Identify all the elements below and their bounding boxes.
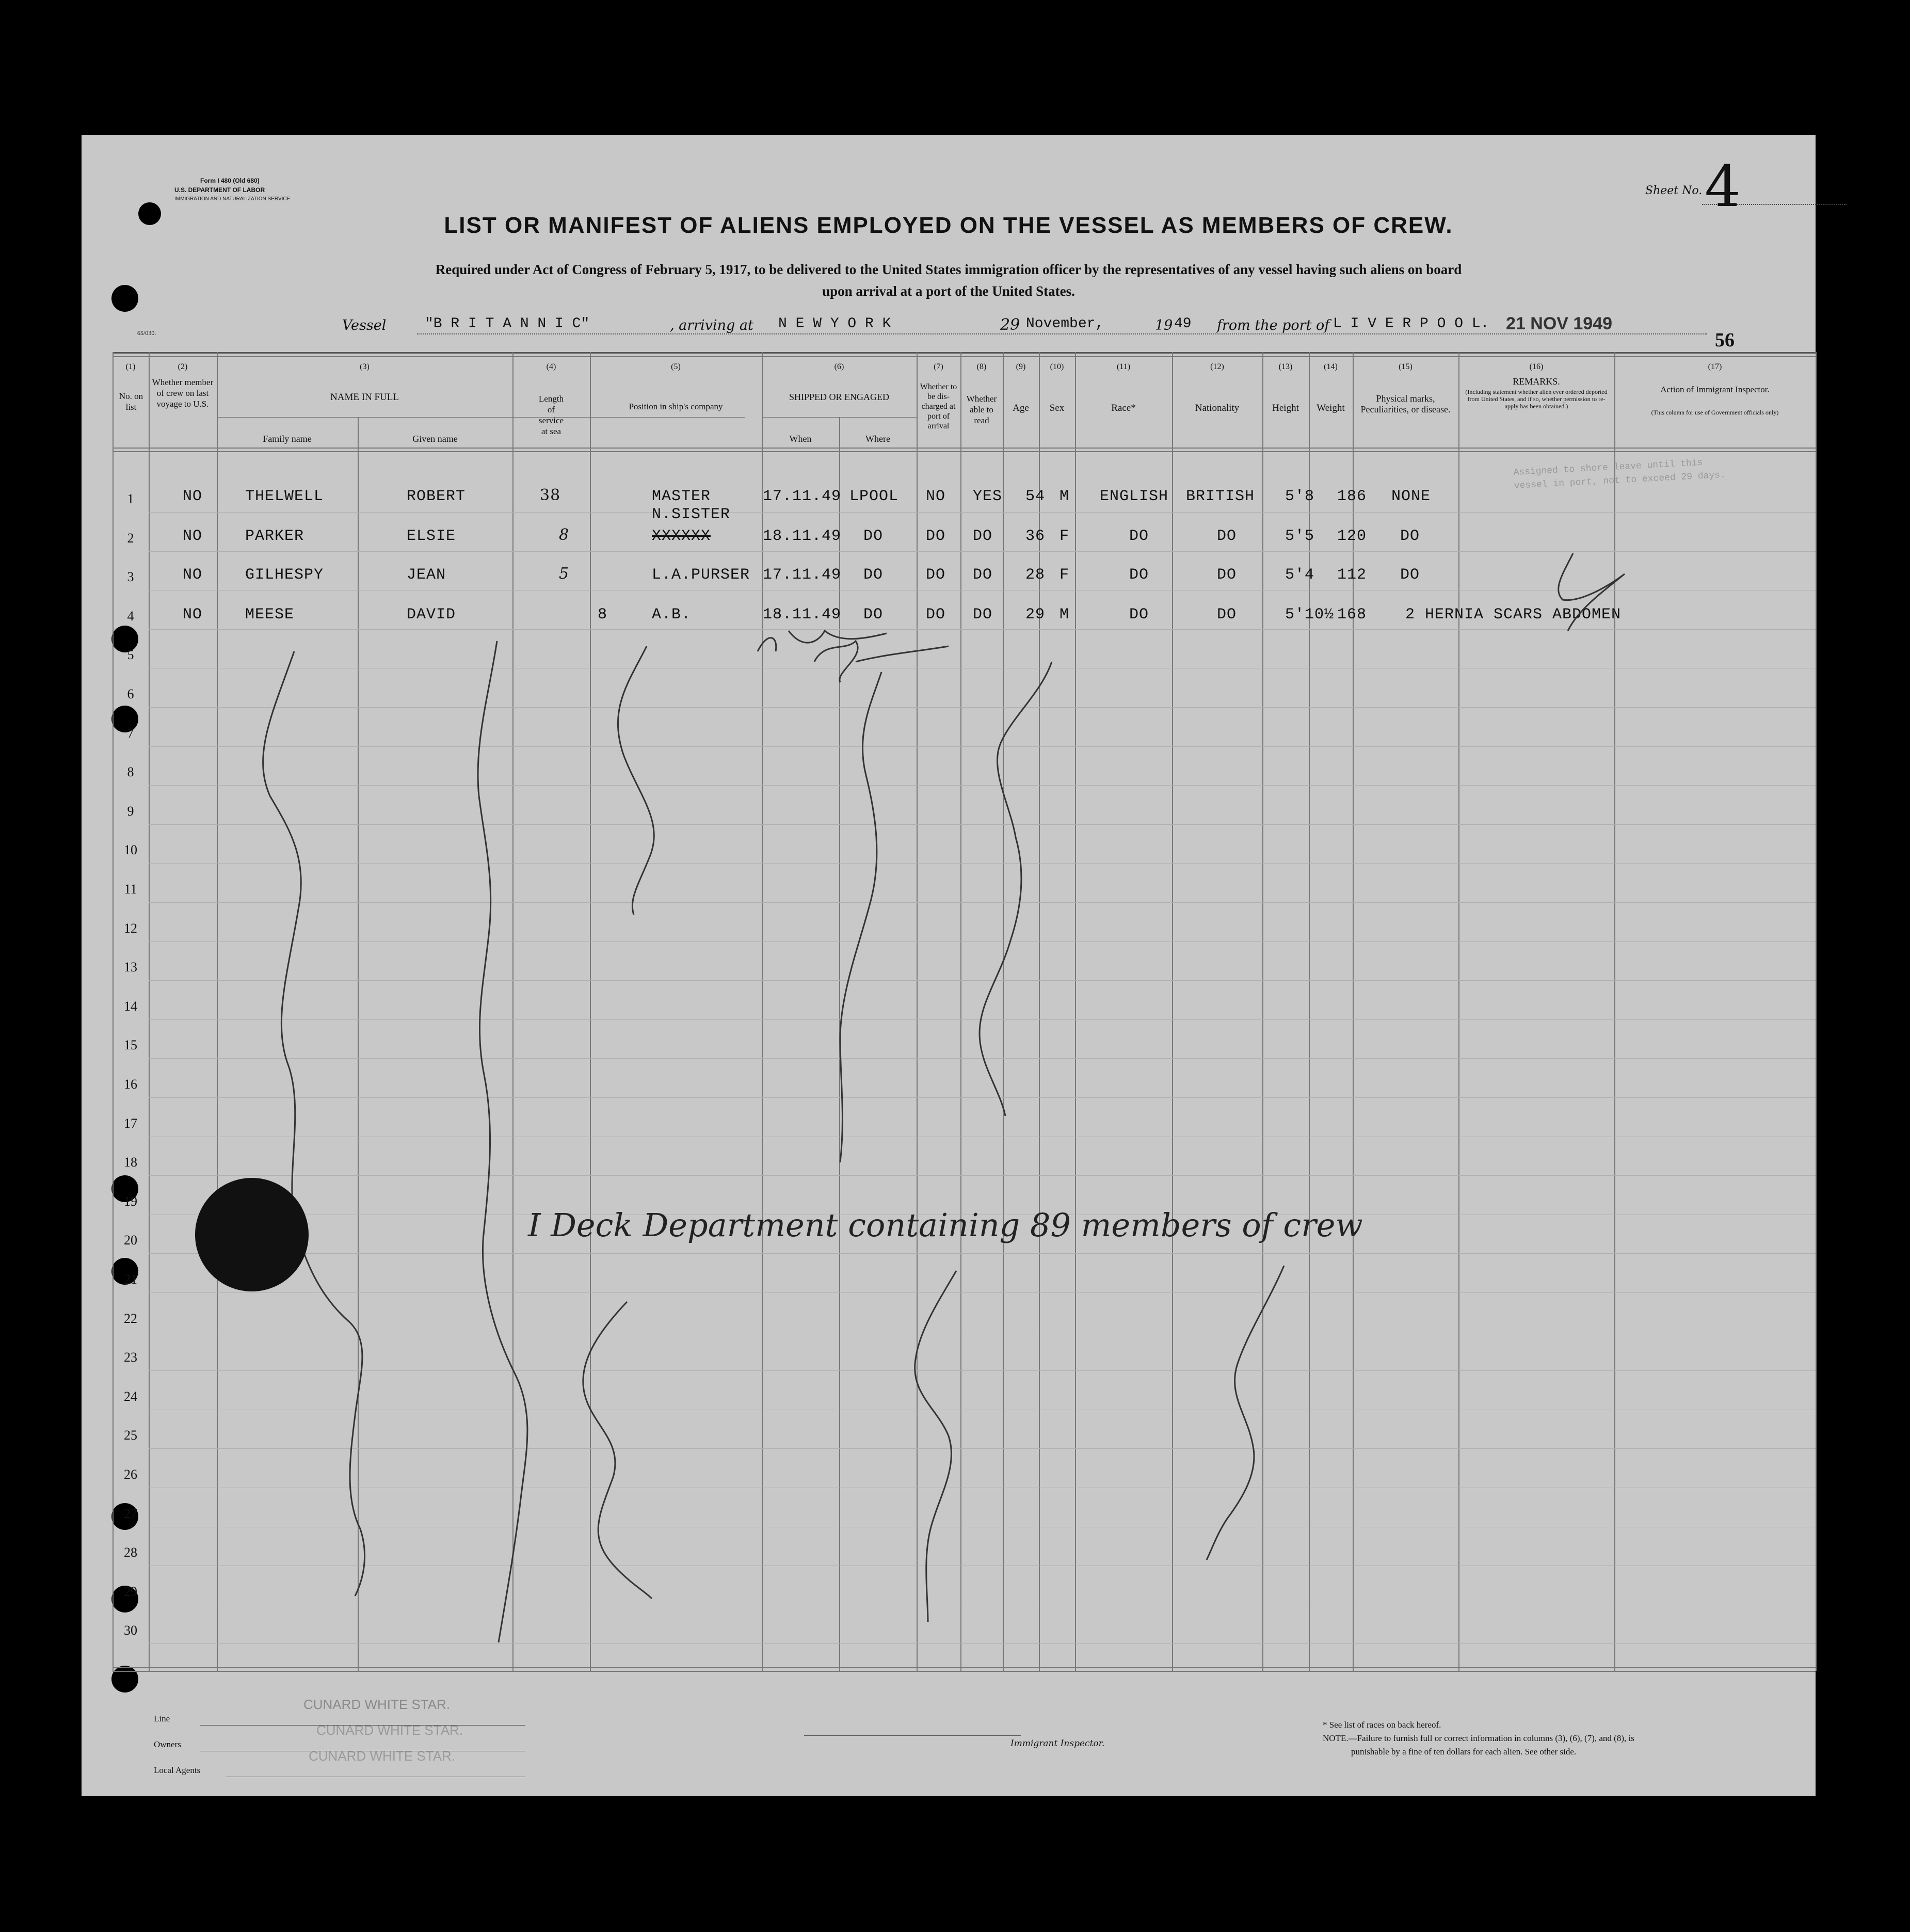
row-number: 15 [124,1037,137,1052]
row-number: 4 [127,609,134,624]
cell-height: 5'8 [1285,488,1315,505]
wavy-line [263,651,365,1596]
row-number: 26 [124,1467,137,1482]
col-header: NAME IN FULL [330,392,399,403]
handwritten-marks [82,135,1816,1796]
cell-nationality: DO [1217,606,1237,624]
cell-where: DO [863,528,884,545]
cell-service: 5 [559,565,570,583]
cell-marks: DO [1400,566,1420,584]
cell-position: MASTER [652,488,711,505]
checkmark-icon [1559,553,1625,631]
col-note: (Including statement whether alien ever ordered deported from United States, and if so, whether permission to re-apply has been obtained.) [1465,388,1608,410]
col-number: (1) [125,362,136,371]
sheet-label: Sheet No. [1645,184,1703,197]
subtitle-line-1: Required under Act of Congress of February 5, 1917, to be delivered to the United States immigration officer by the representatives of any vessel having such aliens on board [435,262,1462,277]
cell-discharged: NO [926,488,946,505]
col-number: (3) [360,362,370,371]
cell-when: 18.11.49 [763,528,842,545]
owners-label: Owners [154,1739,181,1749]
cell-service: 8 [598,606,608,624]
form-code: 65/030. [137,329,156,337]
wavy-line [1207,1266,1284,1560]
cell-marks: 2 HERNIA SCARS ABDOMEN [1405,606,1622,624]
form-number: Form I 480 (Old 680) [200,177,260,184]
cell-age: 36 [1025,528,1046,545]
col-header: Race* [1111,403,1136,413]
row-number: 28 [124,1545,137,1560]
from-port-label: from the port of [1217,317,1330,333]
col-header: Sex [1049,403,1065,413]
col-subheader: Family name [263,434,312,444]
cell-when: 17.11.49 [763,488,842,505]
cell-race: DO [1129,528,1149,545]
cell-race: DO [1129,606,1149,624]
row-number: 5 [127,647,134,662]
cell-marks: DO [1400,528,1420,545]
row-number: 22 [124,1311,137,1326]
cell-height: 5'10½ [1285,606,1335,624]
arriving-label: , arriving at [670,317,753,333]
col-number: (8) [976,362,987,371]
handwritten-note: I Deck Department containing 89 members of crew [528,1206,1363,1244]
cell-sex: M [1060,488,1070,505]
col-number: (9) [1016,362,1026,371]
cell-sex: F [1060,566,1070,584]
cell-read: DO [973,606,993,624]
manifest-sheet [82,135,1816,1796]
cell-discharged: DO [926,528,946,545]
column-divider [1816,352,1817,1671]
cell-where: DO [863,566,884,584]
col-header: REMARKS. [1513,376,1560,387]
row-number: 20 [124,1233,137,1248]
col-number: (6) [834,362,844,371]
col-header: Action of Immigrant Inspector. [1660,385,1770,394]
company-stamp: CUNARD WHITE STAR. [303,1697,451,1712]
row-number: 11 [124,882,137,897]
subtitle-line-2: upon arrival at a port of the United States. [822,283,1075,299]
cell-sex: F [1060,528,1070,545]
cell-age: 28 [1025,566,1046,584]
row-number: 21 [124,1272,137,1287]
col-number: (5) [671,362,681,371]
cell-position: A.B. [652,606,692,624]
inspector-rule [804,1735,1021,1736]
col-number: (10) [1050,362,1064,371]
page-title: LIST OR MANIFEST OF ALIENS EMPLOYED ON THE VESSEL AS MEMBERS OF CREW. [444,213,1453,238]
year-prefix: 19 [1155,317,1173,333]
cell-family-name: THELWELL [245,488,324,505]
col-header: Position in ship's company [629,402,723,411]
service: IMMIGRATION AND NATURALIZATION SERVICE [174,196,291,202]
cell-read: DO [973,566,993,584]
row-number: 13 [124,960,137,975]
cell-sex: M [1060,606,1070,624]
row-number: 27 [124,1506,137,1521]
cell-read: YES [973,488,1003,505]
footnote: * See list of races on back hereof. [1323,1720,1441,1730]
col-number: (14) [1324,362,1338,371]
departure-port: L I V E R P O O L. [1333,316,1489,332]
row-number: 10 [124,842,137,857]
row-number: 12 [124,921,137,936]
company-stamp: CUNARD WHITE STAR. [309,1748,456,1764]
row-number: 3 [127,569,134,584]
vessel-name: "B R I T A N N I C" [425,316,590,332]
col-note: (This column for use of Government officials only) [1651,409,1779,416]
wavy-line [840,672,881,1162]
cell-position-line-2: N.SISTER [652,506,731,523]
cell-given-name: ELSIE [407,528,456,545]
cell-weight: 112 [1337,566,1367,584]
col-number: (11) [1116,362,1131,371]
col-subheader: Where [865,434,890,444]
col-subheader: Given name [412,434,458,444]
cell-age: 54 [1025,488,1046,505]
row-number: 14 [124,999,137,1014]
col-header: Length of service at sea [538,394,564,436]
arrival-day: 29 [1000,316,1020,334]
cell-where: LPOOL [849,488,899,505]
col-header: SHIPPED OR ENGAGED [789,392,889,402]
row-number: 16 [124,1077,137,1092]
col-number: (7) [934,362,943,371]
cell-prev-voyage: NO [183,566,203,584]
col-header: No. on list [119,391,143,412]
col-header: Age [1013,403,1029,413]
cell-when: 17.11.49 [763,566,842,584]
cell-where: DO [863,606,884,624]
col-header: Height [1272,403,1299,413]
cell-prev-voyage: NO [183,528,203,545]
cell-family-name: MEESE [245,606,295,624]
cell-race: DO [1129,566,1149,584]
col-header: Nationality [1195,403,1240,413]
col-subheader: When [789,434,812,444]
cell-given-name: DAVID [407,606,456,624]
cell-read: DO [973,528,993,545]
row-number: 9 [127,804,134,819]
arrival-month: November, [1026,316,1104,332]
cell-when: 18.11.49 [763,606,842,624]
cell-discharged: DO [926,566,946,584]
seal-emblem [195,1178,309,1291]
company-stamp: CUNARD WHITE STAR. [316,1722,463,1738]
col-header: Weight [1317,403,1345,413]
cell-weight: 186 [1337,488,1367,505]
row-number: 6 [127,686,134,701]
row-number: 8 [127,764,134,779]
cell-nationality: DO [1217,566,1237,584]
row-number: 7 [127,726,134,741]
inspector-label: Immigrant Inspector. [1010,1738,1105,1749]
row-number: 17 [124,1116,137,1131]
col-number: (2) [178,362,188,371]
row-number: 24 [124,1389,137,1404]
wavy-line [915,1271,956,1622]
signature-scribble [758,631,949,682]
row-number: 19 [124,1194,137,1209]
wavy-line [478,641,527,1642]
row-number: 23 [124,1350,137,1365]
cell-weight: 120 [1337,528,1367,545]
row-number: 25 [124,1428,137,1443]
col-header: Physical marks, Peculiarities, or disease. [1360,393,1451,414]
local-agents-label: Local Agents [154,1765,201,1775]
date-stamp: 21 NOV 1949 [1506,314,1613,333]
arrival-port: N E W Y O R K [778,316,891,332]
cell-nationality: DO [1217,528,1237,545]
col-header: Whether to be dis-charged at port of arrival [920,382,957,430]
row-number: 2 [127,531,134,546]
line-label: Line [154,1714,170,1723]
wavy-line [618,646,654,915]
col-header: Whether member of crew on last voyage to U.S. [152,377,214,409]
col-number: (15) [1399,362,1413,371]
col-number: (12) [1210,362,1224,371]
col-number: (16) [1529,362,1544,371]
remarks-stamp: Assigned to shore leave until this vessel in port, not to exceed 29 days. [1513,457,1726,491]
cell-family-name: PARKER [245,528,304,545]
year-suffix: 49 [1174,316,1192,332]
sheet-number: 4 [1705,153,1741,219]
cell-service: 8 [559,526,570,544]
row-number: 1 [127,491,134,506]
cell-family-name: GILHESPY [245,566,324,584]
wavy-line [980,662,1052,1116]
row-number: 30 [124,1623,137,1638]
wavy-line [583,1302,652,1599]
row-number: 29 [124,1584,137,1599]
department: U.S. DEPARTMENT OF LABOR [174,186,265,194]
cell-nationality: BRITISH [1186,488,1255,505]
cell-position-struck: XXXXXX [652,528,711,545]
cell-race: ENGLISH [1100,488,1169,505]
cell-prev-voyage: NO [183,606,203,624]
page-number: 56 [1715,329,1735,351]
cell-height: 5'5 [1285,528,1315,545]
cell-marks: NONE [1391,488,1431,505]
col-number: (13) [1278,362,1293,371]
cell-prev-voyage: NO [183,488,203,505]
footer-note-line-1: NOTE.—Failure to furnish full or correct information in columns (3), (6), (7), and (8), is [1323,1733,1634,1743]
col-number: (17) [1708,362,1722,371]
cell-weight: 168 [1337,606,1367,624]
cell-age: 29 [1025,606,1046,624]
cell-service: 38 [540,486,561,504]
cell-height: 5'4 [1285,566,1315,584]
cell-position: L.A.PURSER [652,566,750,584]
col-number: (4) [546,362,556,371]
col-header: Whether able to read [966,394,997,425]
footer-note-line-2: punishable by a fine of ten dollars for each alien. See other side. [1351,1747,1577,1757]
row-number: 18 [124,1155,137,1170]
cell-given-name: ROBERT [407,488,466,505]
vessel-label: Vessel [342,317,387,333]
cell-discharged: DO [926,606,946,624]
cell-given-name: JEAN [407,566,446,584]
